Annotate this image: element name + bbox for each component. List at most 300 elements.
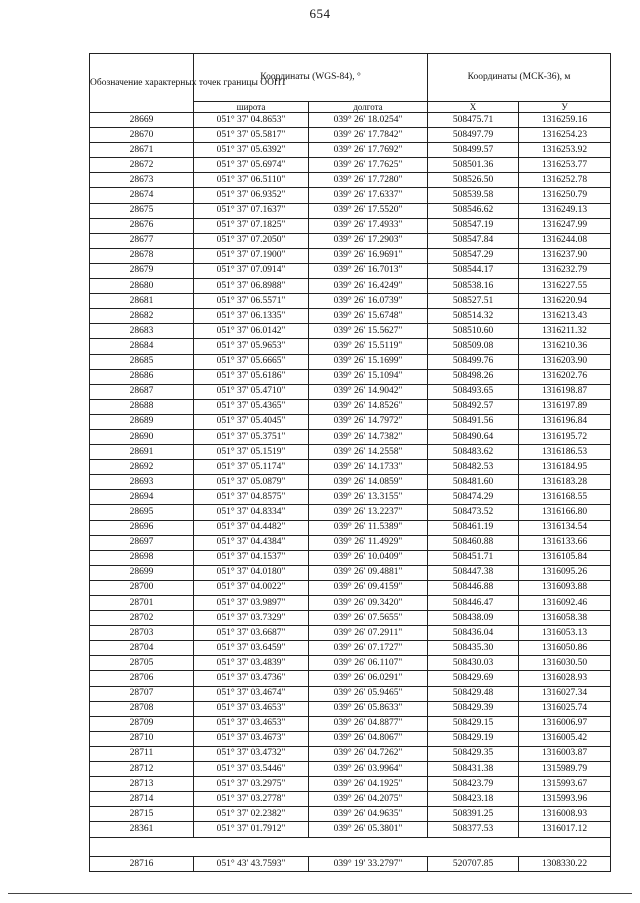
cell-longitude: 039° 26' 03.9964" bbox=[309, 762, 428, 777]
table-row bbox=[90, 324, 611, 339]
cell-x: 508429.19 bbox=[428, 731, 519, 746]
cell-point: 28700 bbox=[90, 580, 194, 595]
table-row bbox=[90, 263, 611, 278]
table-row bbox=[90, 565, 611, 580]
table-row bbox=[90, 746, 611, 761]
cell-longitude: 039° 26' 17.5520" bbox=[309, 203, 428, 218]
cell-y: 1316197.89 bbox=[519, 399, 611, 414]
table-row bbox=[90, 656, 611, 671]
cell-y: 1316252.78 bbox=[519, 173, 611, 188]
cell-y: 1316220.94 bbox=[519, 294, 611, 309]
cell-longitude: 039° 26' 07.1727" bbox=[309, 641, 428, 656]
cell-y: 1316050.86 bbox=[519, 641, 611, 656]
cell-latitude: 051° 37' 05.6392" bbox=[194, 143, 309, 158]
table-row bbox=[90, 188, 611, 203]
cell-latitude: 051° 37' 04.0180" bbox=[194, 565, 309, 580]
cell-y: 1316186.53 bbox=[519, 445, 611, 460]
cell-point: 28711 bbox=[90, 746, 194, 761]
table-row bbox=[90, 429, 611, 444]
cell-point: 28680 bbox=[90, 279, 194, 294]
cell-x: 508461.19 bbox=[428, 520, 519, 535]
cell-y: 1316133.66 bbox=[519, 535, 611, 550]
cell-y: 1316249.13 bbox=[519, 203, 611, 218]
cell-point: 28677 bbox=[90, 233, 194, 248]
cell-x: 508423.18 bbox=[428, 792, 519, 807]
cell-latitude: 051° 37' 06.9352" bbox=[194, 188, 309, 203]
cell-y: 1316028.93 bbox=[519, 671, 611, 686]
cell-latitude: 051° 37' 04.8653" bbox=[194, 113, 309, 128]
cell-longitude: 039° 26' 13.3155" bbox=[309, 490, 428, 505]
cell-x: 508501.36 bbox=[428, 158, 519, 173]
cell-y: 1316027.34 bbox=[519, 686, 611, 701]
cell-longitude: 039° 26' 16.4249" bbox=[309, 279, 428, 294]
table-row bbox=[90, 414, 611, 429]
cell-point: 28701 bbox=[90, 596, 194, 611]
table-row bbox=[90, 279, 611, 294]
cell-latitude: 051° 37' 03.2975" bbox=[194, 777, 309, 792]
cell-longitude: 039° 26' 04.8877" bbox=[309, 716, 428, 731]
cell-longitude: 039° 26' 15.1699" bbox=[309, 354, 428, 369]
cell-point: 28708 bbox=[90, 701, 194, 716]
cell-y: 1316203.90 bbox=[519, 354, 611, 369]
cell-point: 28674 bbox=[90, 188, 194, 203]
table-row bbox=[90, 369, 611, 384]
cell-point: 28671 bbox=[90, 143, 194, 158]
cell-longitude: 039° 26' 16.9691" bbox=[309, 248, 428, 263]
cell-y: 1316202.76 bbox=[519, 369, 611, 384]
table-row bbox=[90, 248, 611, 263]
cell-y: 1316006.97 bbox=[519, 716, 611, 731]
cell-latitude: 051° 37' 07.0914" bbox=[194, 263, 309, 278]
table-row bbox=[90, 792, 611, 807]
cell-y: 1316017.12 bbox=[519, 822, 611, 837]
cell-point: 28706 bbox=[90, 671, 194, 686]
table-row bbox=[90, 822, 611, 837]
cell-y: 1308330.22 bbox=[519, 856, 611, 871]
cell-x: 508526.50 bbox=[428, 173, 519, 188]
cell-latitude: 051° 37' 05.4365" bbox=[194, 399, 309, 414]
cell-point: 28685 bbox=[90, 354, 194, 369]
cell-latitude: 051° 37' 03.9897" bbox=[194, 596, 309, 611]
table-row bbox=[90, 384, 611, 399]
cell-latitude: 051° 37' 07.1637" bbox=[194, 203, 309, 218]
cell-longitude: 039° 26' 07.5655" bbox=[309, 611, 428, 626]
table-row bbox=[90, 113, 611, 128]
cell-point: 28702 bbox=[90, 611, 194, 626]
table-row bbox=[90, 490, 611, 505]
page-number: 654 bbox=[309, 6, 331, 21]
cell-longitude: 039° 26' 14.1733" bbox=[309, 460, 428, 475]
cell-y: 1316183.28 bbox=[519, 475, 611, 490]
cell-longitude: 039° 26' 09.4159" bbox=[309, 580, 428, 595]
cell-latitude: 051° 37' 07.1900" bbox=[194, 248, 309, 263]
cell-latitude: 051° 37' 04.8334" bbox=[194, 505, 309, 520]
table-row bbox=[90, 158, 611, 173]
cell-latitude: 051° 37' 03.4653" bbox=[194, 716, 309, 731]
cell-latitude: 051° 37' 03.7329" bbox=[194, 611, 309, 626]
cell-longitude: 039° 19' 33.2797" bbox=[309, 856, 428, 871]
cell-latitude: 051° 37' 03.4674" bbox=[194, 686, 309, 701]
cell-longitude: 039° 26' 05.3801" bbox=[309, 822, 428, 837]
cell-x: 508547.19 bbox=[428, 218, 519, 233]
cell-x: 508438.09 bbox=[428, 611, 519, 626]
cell-longitude: 039° 26' 17.2903" bbox=[309, 233, 428, 248]
cell-x: 508451.71 bbox=[428, 550, 519, 565]
cell-latitude: 051° 37' 07.2050" bbox=[194, 233, 309, 248]
cell-y: 1316093.88 bbox=[519, 580, 611, 595]
cell-longitude: 039° 26' 14.9042" bbox=[309, 384, 428, 399]
cell-longitude: 039° 26' 04.8067" bbox=[309, 731, 428, 746]
cell-point: 28670 bbox=[90, 128, 194, 143]
cell-x: 508481.60 bbox=[428, 475, 519, 490]
cell-latitude: 051° 37' 05.6974" bbox=[194, 158, 309, 173]
cell-longitude: 039° 26' 10.0409" bbox=[309, 550, 428, 565]
cell-longitude: 039° 26' 18.0254" bbox=[309, 113, 428, 128]
cell-latitude: 051° 37' 05.0879" bbox=[194, 475, 309, 490]
cell-x: 508482.53 bbox=[428, 460, 519, 475]
cell-x: 508509.08 bbox=[428, 339, 519, 354]
cell-latitude: 051° 37' 05.1519" bbox=[194, 445, 309, 460]
cell-y: 1316184.95 bbox=[519, 460, 611, 475]
cell-y: 1316196.84 bbox=[519, 414, 611, 429]
cell-x: 508429.48 bbox=[428, 686, 519, 701]
cell-y: 1316250.79 bbox=[519, 188, 611, 203]
cell-latitude: 051° 37' 05.1174" bbox=[194, 460, 309, 475]
table-row bbox=[90, 641, 611, 656]
cell-longitude: 039° 26' 15.1094" bbox=[309, 369, 428, 384]
cell-x: 508429.35 bbox=[428, 746, 519, 761]
cell-y: 1315993.67 bbox=[519, 777, 611, 792]
cell-longitude: 039° 26' 04.2075" bbox=[309, 792, 428, 807]
cell-latitude: 051° 37' 05.3751" bbox=[194, 429, 309, 444]
cell-point: 28696 bbox=[90, 520, 194, 535]
header-msk36: Координаты (МСК-36), м bbox=[428, 54, 611, 102]
cell-latitude: 051° 37' 03.5446" bbox=[194, 762, 309, 777]
cell-longitude: 039° 26' 14.7382" bbox=[309, 429, 428, 444]
cell-point: 28361 bbox=[90, 822, 194, 837]
cell-point: 28679 bbox=[90, 263, 194, 278]
table-row bbox=[90, 233, 611, 248]
cell-longitude: 039° 26' 15.5627" bbox=[309, 324, 428, 339]
cell-y: 1316053.13 bbox=[519, 626, 611, 641]
cell-point: 28713 bbox=[90, 777, 194, 792]
bottom-rule bbox=[8, 893, 632, 894]
cell-x: 508446.88 bbox=[428, 580, 519, 595]
cell-latitude: 051° 37' 05.9653" bbox=[194, 339, 309, 354]
cell-x: 508493.65 bbox=[428, 384, 519, 399]
cell-point: 28697 bbox=[90, 535, 194, 550]
cell-y: 1316227.55 bbox=[519, 279, 611, 294]
cell-point: 28690 bbox=[90, 429, 194, 444]
table-row bbox=[90, 580, 611, 595]
cell-y: 1316005.42 bbox=[519, 731, 611, 746]
cell-y: 1316198.87 bbox=[519, 384, 611, 399]
table-row bbox=[90, 701, 611, 716]
cell-longitude: 039° 26' 06.1107" bbox=[309, 656, 428, 671]
table-row bbox=[90, 716, 611, 731]
cell-point: 28709 bbox=[90, 716, 194, 731]
table-row bbox=[90, 686, 611, 701]
table-row bbox=[90, 445, 611, 460]
cell-point: 28694 bbox=[90, 490, 194, 505]
cell-point: 28688 bbox=[90, 399, 194, 414]
cell-x: 508474.29 bbox=[428, 490, 519, 505]
table-row bbox=[90, 807, 611, 822]
table-row bbox=[90, 354, 611, 369]
cell-longitude: 039° 26' 14.7972" bbox=[309, 414, 428, 429]
cell-point: 28693 bbox=[90, 475, 194, 490]
cell-longitude: 039° 26' 14.0859" bbox=[309, 475, 428, 490]
cell-x: 508490.64 bbox=[428, 429, 519, 444]
cell-latitude: 051° 37' 06.1335" bbox=[194, 309, 309, 324]
cell-point: 28678 bbox=[90, 248, 194, 263]
cell-point: 28676 bbox=[90, 218, 194, 233]
cell-point: 28683 bbox=[90, 324, 194, 339]
table-row bbox=[90, 550, 611, 565]
cell-y: 1316030.50 bbox=[519, 656, 611, 671]
cell-x: 508547.29 bbox=[428, 248, 519, 263]
cell-point: 28695 bbox=[90, 505, 194, 520]
cell-latitude: 051° 37' 03.6459" bbox=[194, 641, 309, 656]
cell-x: 508544.17 bbox=[428, 263, 519, 278]
cell-point: 28692 bbox=[90, 460, 194, 475]
cell-x: 508483.62 bbox=[428, 445, 519, 460]
cell-point: 28687 bbox=[90, 384, 194, 399]
table-row bbox=[90, 460, 611, 475]
cell-latitude: 051° 37' 03.4839" bbox=[194, 656, 309, 671]
table-row bbox=[90, 399, 611, 414]
cell-latitude: 051° 37' 05.4710" bbox=[194, 384, 309, 399]
cell-point: 28699 bbox=[90, 565, 194, 580]
cell-x: 508423.79 bbox=[428, 777, 519, 792]
cell-longitude: 039° 26' 09.4881" bbox=[309, 565, 428, 580]
cell-y: 1316166.80 bbox=[519, 505, 611, 520]
cell-latitude: 051° 37' 06.5571" bbox=[194, 294, 309, 309]
cell-x: 508499.57 bbox=[428, 143, 519, 158]
gap-cell bbox=[90, 837, 611, 856]
cell-point: 28705 bbox=[90, 656, 194, 671]
cell-y: 1316092.46 bbox=[519, 596, 611, 611]
cell-longitude: 039° 26' 17.7280" bbox=[309, 173, 428, 188]
table-row bbox=[90, 535, 611, 550]
cell-longitude: 039° 26' 16.0739" bbox=[309, 294, 428, 309]
cell-latitude: 051° 37' 06.5110" bbox=[194, 173, 309, 188]
cell-point: 28669 bbox=[90, 113, 194, 128]
cell-latitude: 051° 37' 05.4045" bbox=[194, 414, 309, 429]
cell-y: 1316211.32 bbox=[519, 324, 611, 339]
header-latitude: широта bbox=[194, 102, 309, 113]
cell-point: 28686 bbox=[90, 369, 194, 384]
cell-y: 1316095.26 bbox=[519, 565, 611, 580]
table-row bbox=[90, 218, 611, 233]
cell-latitude: 051° 37' 04.4384" bbox=[194, 535, 309, 550]
cell-longitude: 039° 26' 04.9635" bbox=[309, 807, 428, 822]
cell-point: 28710 bbox=[90, 731, 194, 746]
cell-x: 508436.04 bbox=[428, 626, 519, 641]
cell-point: 28716 bbox=[90, 856, 194, 871]
cell-x: 508499.76 bbox=[428, 354, 519, 369]
cell-x: 508429.15 bbox=[428, 716, 519, 731]
cell-x: 508429.69 bbox=[428, 671, 519, 686]
cell-x: 508429.39 bbox=[428, 701, 519, 716]
cell-longitude: 039° 26' 11.4929" bbox=[309, 535, 428, 550]
cell-y: 1316254.23 bbox=[519, 128, 611, 143]
cell-point: 28681 bbox=[90, 294, 194, 309]
cell-point: 28673 bbox=[90, 173, 194, 188]
cell-x: 508491.56 bbox=[428, 414, 519, 429]
cell-latitude: 051° 37' 04.4482" bbox=[194, 520, 309, 535]
table-row bbox=[90, 762, 611, 777]
gap-row bbox=[90, 837, 611, 856]
cell-x: 508492.57 bbox=[428, 399, 519, 414]
cell-latitude: 051° 37' 03.2778" bbox=[194, 792, 309, 807]
cell-y: 1316244.08 bbox=[519, 233, 611, 248]
cell-point: 28715 bbox=[90, 807, 194, 822]
header-point-designation: Обозначение характерных точек границы ООПТ bbox=[90, 54, 194, 113]
cell-x: 508538.16 bbox=[428, 279, 519, 294]
cell-x: 508497.79 bbox=[428, 128, 519, 143]
cell-latitude: 051° 37' 03.4673" bbox=[194, 731, 309, 746]
cell-y: 1316195.72 bbox=[519, 429, 611, 444]
cell-longitude: 039° 26' 13.2237" bbox=[309, 505, 428, 520]
cell-x: 508473.52 bbox=[428, 505, 519, 520]
cell-longitude: 039° 26' 15.6748" bbox=[309, 309, 428, 324]
cell-point: 28704 bbox=[90, 641, 194, 656]
cell-longitude: 039° 26' 04.1925" bbox=[309, 777, 428, 792]
cell-y: 1316237.90 bbox=[519, 248, 611, 263]
cell-longitude: 039° 26' 16.7013" bbox=[309, 263, 428, 278]
cell-point: 28682 bbox=[90, 309, 194, 324]
cell-latitude: 051° 37' 06.0142" bbox=[194, 324, 309, 339]
cell-point: 28684 bbox=[90, 339, 194, 354]
cell-x: 508377.53 bbox=[428, 822, 519, 837]
cell-longitude: 039° 26' 04.7262" bbox=[309, 746, 428, 761]
cell-y: 1316003.87 bbox=[519, 746, 611, 761]
table-row bbox=[90, 856, 611, 871]
cell-y: 1316105.84 bbox=[519, 550, 611, 565]
cell-latitude: 051° 37' 04.0022" bbox=[194, 580, 309, 595]
cell-latitude: 051° 37' 03.4732" bbox=[194, 746, 309, 761]
cell-y: 1316025.74 bbox=[519, 701, 611, 716]
cell-longitude: 039° 26' 17.7625" bbox=[309, 158, 428, 173]
cell-longitude: 039° 26' 06.0291" bbox=[309, 671, 428, 686]
cell-y: 1316058.38 bbox=[519, 611, 611, 626]
cell-y: 1316253.77 bbox=[519, 158, 611, 173]
cell-y: 1316213.43 bbox=[519, 309, 611, 324]
cell-x: 508435.30 bbox=[428, 641, 519, 656]
header-wgs84: Координаты (WGS-84), ° bbox=[194, 54, 428, 102]
table-row bbox=[90, 173, 611, 188]
table-row bbox=[90, 505, 611, 520]
cell-point: 28714 bbox=[90, 792, 194, 807]
cell-latitude: 051° 43' 43.7593" bbox=[194, 856, 309, 871]
table-row bbox=[90, 294, 611, 309]
table-row bbox=[90, 596, 611, 611]
cell-point: 28675 bbox=[90, 203, 194, 218]
cell-latitude: 051° 37' 06.8988" bbox=[194, 279, 309, 294]
table-row bbox=[90, 309, 611, 324]
cell-x: 508527.51 bbox=[428, 294, 519, 309]
cell-latitude: 051° 37' 07.1825" bbox=[194, 218, 309, 233]
table-row bbox=[90, 520, 611, 535]
cell-latitude: 051° 37' 02.2382" bbox=[194, 807, 309, 822]
cell-latitude: 051° 37' 05.6186" bbox=[194, 369, 309, 384]
cell-x: 520707.85 bbox=[428, 856, 519, 871]
cell-longitude: 039° 26' 09.3420" bbox=[309, 596, 428, 611]
cell-x: 508514.32 bbox=[428, 309, 519, 324]
cell-y: 1316134.54 bbox=[519, 520, 611, 535]
cell-latitude: 051° 37' 03.6687" bbox=[194, 626, 309, 641]
table-body bbox=[90, 113, 611, 838]
cell-longitude: 039° 26' 17.4933" bbox=[309, 218, 428, 233]
table-row bbox=[90, 626, 611, 641]
cell-latitude: 051° 37' 03.4653" bbox=[194, 701, 309, 716]
table-row bbox=[90, 128, 611, 143]
cell-x: 508430.03 bbox=[428, 656, 519, 671]
table-row bbox=[90, 671, 611, 686]
cell-x: 508547.84 bbox=[428, 233, 519, 248]
cell-point: 28703 bbox=[90, 626, 194, 641]
cell-x: 508539.58 bbox=[428, 188, 519, 203]
cell-y: 1316232.79 bbox=[519, 263, 611, 278]
cell-latitude: 051° 37' 03.4736" bbox=[194, 671, 309, 686]
cell-x: 508498.26 bbox=[428, 369, 519, 384]
cell-x: 508475.71 bbox=[428, 113, 519, 128]
cell-latitude: 051° 37' 04.8575" bbox=[194, 490, 309, 505]
cell-x: 508510.60 bbox=[428, 324, 519, 339]
cell-y: 1316247.99 bbox=[519, 218, 611, 233]
cell-longitude: 039° 26' 17.7842" bbox=[309, 128, 428, 143]
cell-longitude: 039° 26' 05.9465" bbox=[309, 686, 428, 701]
cell-x: 508447.38 bbox=[428, 565, 519, 580]
table-row bbox=[90, 203, 611, 218]
coordinates-table bbox=[89, 53, 611, 872]
cell-point: 28689 bbox=[90, 414, 194, 429]
table-row bbox=[90, 731, 611, 746]
cell-x: 508546.62 bbox=[428, 203, 519, 218]
table-row bbox=[90, 777, 611, 792]
cell-y: 1315989.79 bbox=[519, 762, 611, 777]
cell-latitude: 051° 37' 01.7912" bbox=[194, 822, 309, 837]
cell-x: 508391.25 bbox=[428, 807, 519, 822]
cell-longitude: 039° 26' 05.8633" bbox=[309, 701, 428, 716]
cell-longitude: 039° 26' 15.5119" bbox=[309, 339, 428, 354]
cell-longitude: 039° 26' 11.5389" bbox=[309, 520, 428, 535]
cell-y: 1316168.55 bbox=[519, 490, 611, 505]
cell-longitude: 039° 26' 17.6337" bbox=[309, 188, 428, 203]
cell-latitude: 051° 37' 05.6665" bbox=[194, 354, 309, 369]
header-y: У bbox=[519, 102, 611, 113]
table-row bbox=[90, 611, 611, 626]
cell-longitude: 039° 26' 14.8526" bbox=[309, 399, 428, 414]
cell-point: 28698 bbox=[90, 550, 194, 565]
cell-longitude: 039° 26' 07.2911" bbox=[309, 626, 428, 641]
table-row bbox=[90, 143, 611, 158]
cell-point: 28707 bbox=[90, 686, 194, 701]
table-row bbox=[90, 339, 611, 354]
header-x: X bbox=[428, 102, 519, 113]
cell-x: 508431.38 bbox=[428, 762, 519, 777]
cell-y: 1316210.36 bbox=[519, 339, 611, 354]
cell-latitude: 051° 37' 04.1537" bbox=[194, 550, 309, 565]
table-row bbox=[90, 475, 611, 490]
cell-y: 1316008.93 bbox=[519, 807, 611, 822]
cell-point: 28672 bbox=[90, 158, 194, 173]
cell-longitude: 039° 26' 14.2558" bbox=[309, 445, 428, 460]
cell-latitude: 051° 37' 05.5817" bbox=[194, 128, 309, 143]
cell-y: 1315993.96 bbox=[519, 792, 611, 807]
cell-point: 28691 bbox=[90, 445, 194, 460]
